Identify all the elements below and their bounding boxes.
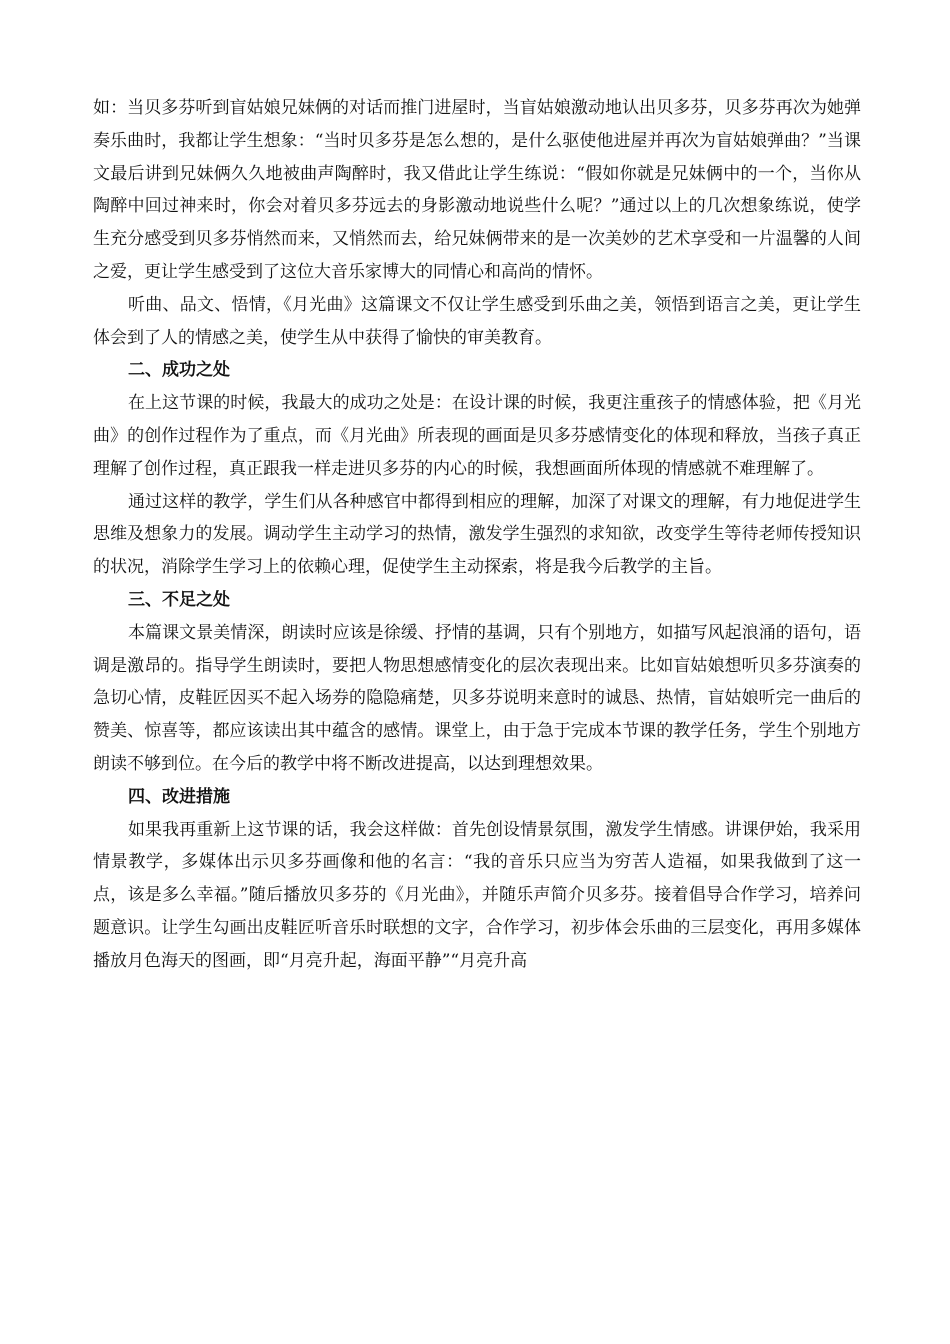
paragraph-shortcomings: 本篇课文景美情深，朗读时应该是徐缓、抒情的基调，只有个别地方，如描写风起浪涌的语句，语调是激昂的。指导学生朗读时，要把人物思想感情变化的层次表现出来。比如盲姑娘想听贝多芬演奏的急切心情，皮鞋匠因买不起入场券的隐隐痛楚，贝多芬说明来意时的诚恳、热情，盲姑娘听完一曲后的赞美、惊喜等，都应该读出其中蕴含的感情。课堂上，由于急于完成本节课的教学任务，学生个别地方朗读不够到位。在今后的教学中将不断改进提高，以达到理想效果。 [93,622,861,774]
section-heading-successes: 二、成功之处 [128,360,230,381]
section-heading-shortcomings: 三、不足之处 [128,589,230,610]
paragraph-successes-2: 通过这样的教学，学生们从各种感官中都得到相应的理解，加深了对课文的理解，有力地促进学生思维及想象力的发展。调动学生主动学习的热情，激发学生强烈的求知欲，改变学生等待老师传授知识的状况，消除学生学习上的依赖心理，促使学生主动探索，将是我今后教学的主旨。 [93,491,861,578]
paragraph-improvements: 如果我再重新上这节课的话，我会这样做：首先创设情景氛围，激发学生情感。讲课伊始，我采用情景教学，多媒体出示贝多芬画像和他的名言：“我的音乐只应当为穷苦人造福，如果我做到了这一点，该是多么幸福。”随后播放贝多芬的《月光曲》，并随乐声简介贝多芬。接着倡导合作学习，培养问题意识。让学生勾画出皮鞋匠听音乐时联想的文字，合作学习，初步体会乐曲的三层变化，再用多媒体播放月色海天的图画，即“月亮升起，海面平静”“月亮升高 [93,819,861,971]
document-page [93,92,861,978]
paragraph-successes-1: 在上这节课的时候，我最大的成功之处是：在设计课的时候，我更注重孩子的情感体验，把《月光曲》的创作过程作为了重点，而《月光曲》所表现的画面是贝多芬感情变化的体现和释放，当孩子真正理解了创作过程，真正跟我一样走进贝多芬的内心的时候，我想画面所体现的情感就不难理解了。 [93,393,861,479]
section-heading-improvements: 四、改进措施 [128,786,230,807]
paragraph-intro-continuation: 如：当贝多芬听到盲姑娘兄妹俩的对话而推门进屋时，当盲姑娘激动地认出贝多芬，贝多芬再次为她弹奏乐曲时，我都让学生想象：“当时贝多芬是怎么想的，是什么驱使他进屋并再次为盲姑娘弹曲？”当课文最后讲到兄妹俩久久地被曲声陶醉时，我又借此让学生练说：“假如你就是兄妹俩中的一个，当你从陶醉中回过神来时，你会对着贝多芬远去的身影激动地说些什么呢？”通过以上的几次想象练说，使学生充分感受到贝多芬悄然而来，又悄然而去，给兄妹俩带来的是一次美妙的艺术享受和一片温馨的人间之爱，更让学生感受到了这位大音乐家博大的同情心和高尚的情怀。 [93,98,861,282]
paragraph-summary: 听曲、品文、悟情，《月光曲》这篇课文不仅让学生感受到乐曲之美，领悟到语言之美，更让学生体会到了人的情感之美，使学生从中获得了愉快的审美教育。 [93,294,861,348]
